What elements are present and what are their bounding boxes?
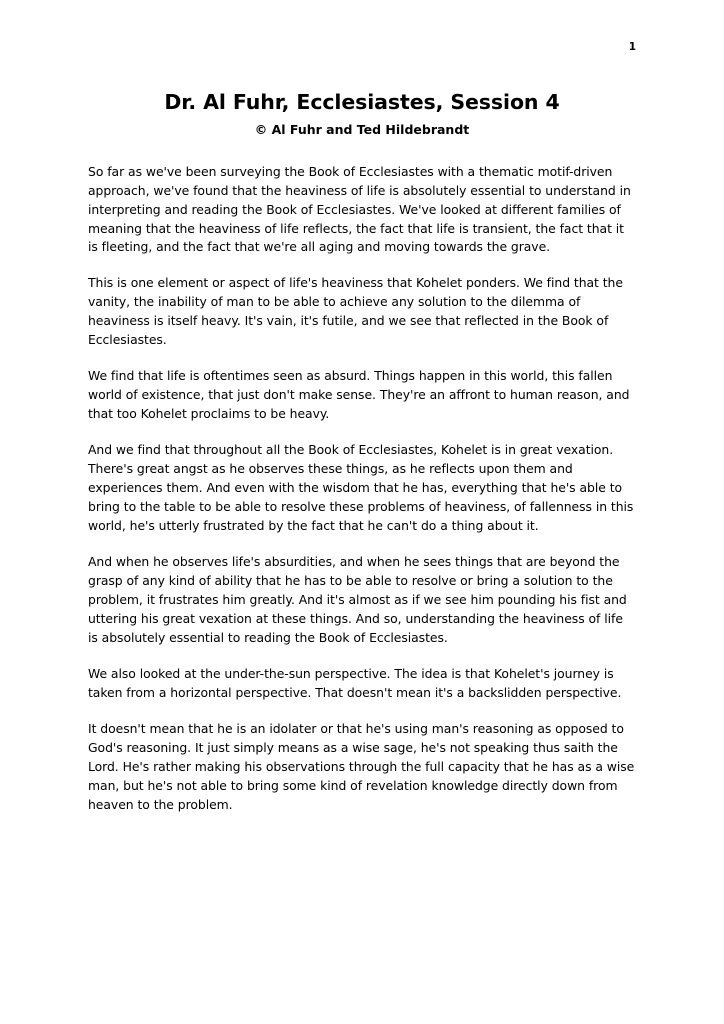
paragraph: And when he observes life's absurdities, and when he sees things that are beyond the grasp of any kind of ability that he has to be able to resolve or bring a solution to the problem, it frustrates him greatly. And it's almost as if we see him pounding his fist and uttering his great vexation at these things. And so, understanding the heaviness of life is absolutely essential to reading the Book of Ecclesiastes. — [88, 554, 627, 645]
paragraph: We also looked at the under-the-sun perspective. The idea is that Kohelet's journey is taken from a horizontal perspective. That doesn't mean it's a backslidden perspective. — [88, 665, 622, 700]
paragraph: It doesn't mean that he is an idolater or that he's using man's reasoning as opposed to God's reasoning. It just simply means as a wise sage, he's not speaking thus saith the Lord. He's rather making his observations through the full capacity that he has as a wise man, but he's not able to bring some kind of revelation knowledge directly down from heaven to the problem. — [88, 720, 635, 812]
transcript-body — [88, 137, 636, 815]
paragraph: This is one element or aspect of life's heaviness that Kohelet ponders. We find that the vanity, the inability of man to be able to achieve any solution to the dilemma of heaviness is itself heavy. It's vain, it's futile, and we see that reflected in the Book of Ecclesiastes. — [88, 275, 623, 348]
copyright-line: © Al Fuhr and Ted Hildebrandt — [254, 121, 470, 137]
page-number: 1 — [628, 41, 636, 53]
paragraph: So far as we've been surveying the Book of Ecclesiastes with a thematic motif-driven approach, we've found that the heaviness of life is absolutely essential to understand in interpreting and reading the Book of Ecclesiastes. We've looked at different families of meaning that the heaviness of life reflects, the fact that life is transient, the fact that it is fleeting, and the fact that we're all aging and moving towards the grave. — [88, 163, 631, 255]
paragraph: We find that life is oftentimes seen as absurd. Things happen in this world, this fallen world of existence, that just don't make sense. They're an affront to human reason, and that too Kohelet proclaims to be heavy. — [88, 368, 630, 422]
page-title: Dr. Al Fuhr, Ecclesiastes, Session 4 — [164, 90, 560, 114]
paragraph: And we find that throughout all the Book of Ecclesiastes, Kohelet is in great vexation. There's great angst as he observes these things, as he reflects upon them and experiences them. And even with the wisdom that he has, everything that he's able to bring to the table to be able to resolve these problems of heaviness, of fallenness in this world, he's utterly frustrated by the fact that he can't do a thing about it. — [88, 442, 634, 534]
